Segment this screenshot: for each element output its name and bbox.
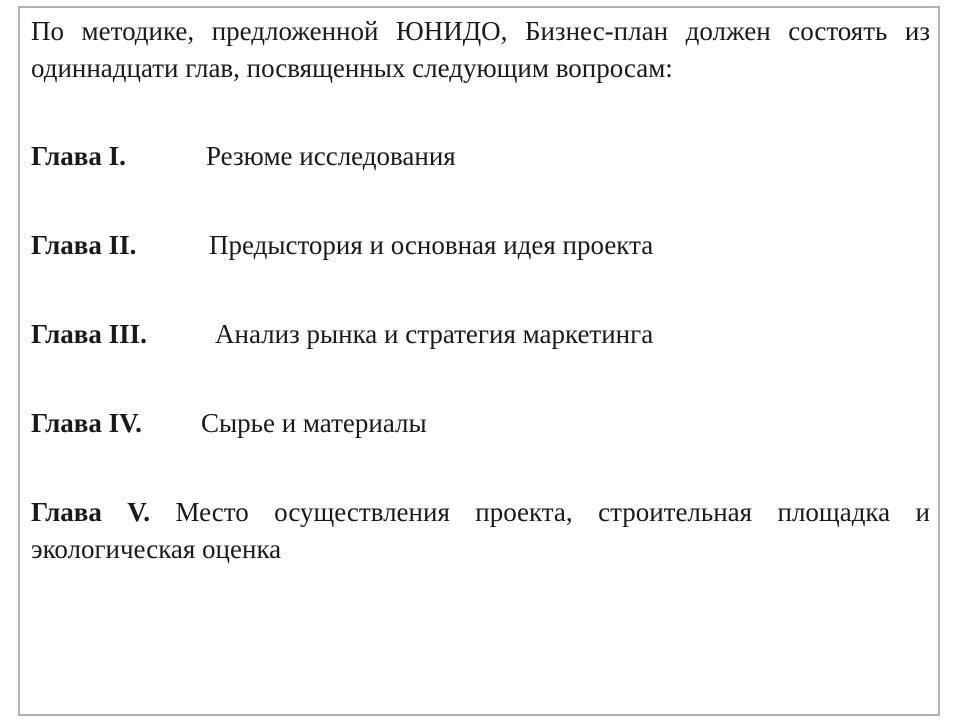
chapter-3-label: Глава III. [31, 319, 147, 349]
chapter-1 [31, 138, 930, 175]
chapter-3-title: Анализ рынка и стратегия маркетинга [215, 319, 654, 349]
chapter-3 [31, 316, 930, 353]
chapter-4-label: Глава IV. [31, 408, 142, 438]
chapter-1-label: Глава I. [31, 141, 126, 171]
chapter-4 [31, 405, 930, 442]
chapter-2-title: Предыстория и основная идея проекта [209, 230, 654, 260]
chapter-5 [31, 494, 930, 568]
chapter-1-title: Резюме исследования [206, 141, 456, 171]
chapter-2 [31, 227, 930, 264]
chapter-2-label: Глава II. [31, 230, 137, 260]
slide-content [31, 13, 931, 564]
chapter-5-title: Место осуществления проекта, строительная площадка и экологическая оценка [31, 497, 931, 564]
content-frame [18, 6, 940, 716]
chapter-5-label: Глава V. [31, 497, 151, 527]
chapter-4-title: Сырье и материалы [201, 408, 427, 438]
intro-paragraph: По методике, предложенной ЮНИДО, Бизнес-план должен состоять из одиннадцати глав, посвященных следующим вопросам: [31, 16, 930, 83]
